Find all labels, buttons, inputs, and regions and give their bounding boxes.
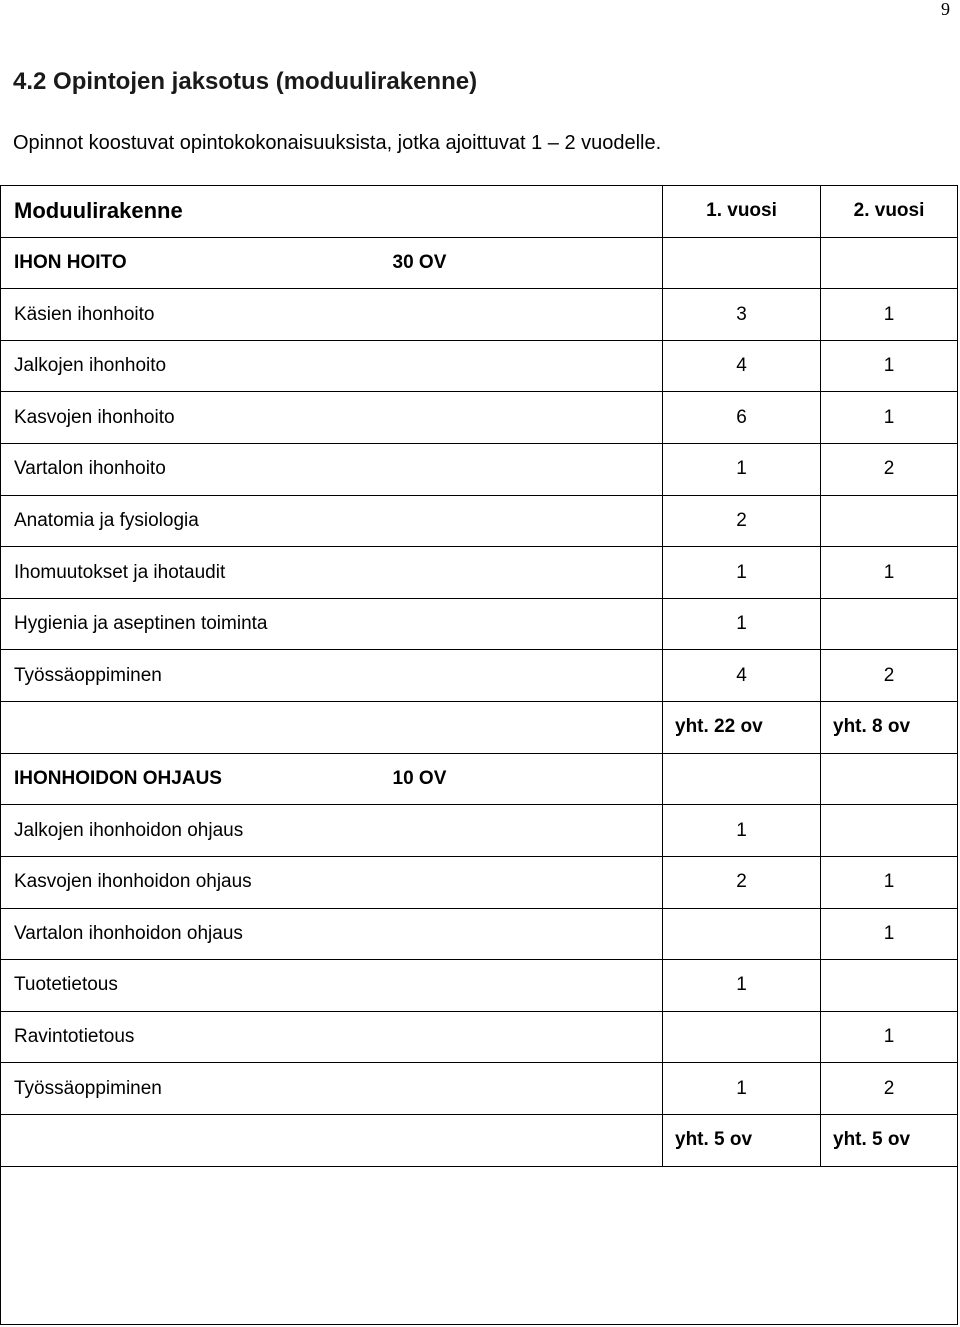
year2-value [821,598,958,650]
table-row [1,856,958,908]
course-name: Anatomia ja fysiologia [1,495,393,547]
intro-text: Opinnot koostuvat opintokokonaisuuksista, jotka ajoittuvat 1 – 2 vuodelle. [13,132,662,154]
year2-value: 2 [821,650,958,702]
table-row [1,960,958,1012]
course-name: Ihomuutokset ja ihotaudit [1,547,393,599]
year2-value: 1 [821,547,958,599]
year1-value: 3 [663,289,821,341]
module-structure-table [0,185,958,1325]
table-row [1,547,958,599]
year1-value: 2 [663,856,821,908]
table-row [1,444,958,496]
year1-value: 4 [663,650,821,702]
course-name: Jalkojen ihonhoito [1,340,393,392]
table-row [1,805,958,857]
section-ov: 30 OV [393,237,663,289]
year1-value [663,1011,821,1063]
year1-value: 2 [663,495,821,547]
col-header-year2: 2. vuosi [821,186,958,238]
year1-value: 6 [663,392,821,444]
table-row [1,598,958,650]
total-year2: yht. 5 ov [833,1129,911,1151]
course-name: Kasvojen ihonhoidon ohjaus [1,856,393,908]
year2-value: 1 [821,856,958,908]
year2-value [821,805,958,857]
table-row [1,289,958,341]
course-name: Tuotetietous [1,960,393,1012]
total-row [1,1114,958,1166]
col-header-year1: 1. vuosi [663,186,821,238]
year2-value: 2 [821,1063,958,1115]
table-row [1,495,958,547]
year1-value: 1 [663,444,821,496]
table-row [1,908,958,960]
year2-value: 1 [821,392,958,444]
total-year1: yht. 5 ov [675,1129,753,1151]
year2-value: 1 [821,289,958,341]
table-row [1,1063,958,1115]
course-name: Käsien ihonhoito [1,289,393,341]
page-number: 9 [941,0,950,19]
table-row [1,650,958,702]
year1-value [663,908,821,960]
course-name: Jalkojen ihonhoidon ohjaus [1,805,393,857]
year1-value: 1 [663,1063,821,1115]
year2-value: 2 [821,444,958,496]
table-header-row [1,186,958,238]
table-row [1,392,958,444]
section-ov: 10 OV [393,753,663,805]
total-year2: yht. 8 ov [833,716,911,738]
course-name: Vartalon ihonhoidon ohjaus [1,908,393,960]
total-row [1,702,958,754]
year1-value: 1 [663,598,821,650]
section-header-row [1,753,958,805]
year1-value: 1 [663,805,821,857]
year1-value: 4 [663,340,821,392]
table-title: Moduulirakenne [1,186,393,238]
year1-value: 1 [663,547,821,599]
course-name: Vartalon ihonhoito [1,444,393,496]
year2-value: 1 [821,340,958,392]
course-name: Kasvojen ihonhoito [1,392,393,444]
empty-row [1,1166,958,1324]
table-row [1,340,958,392]
total-year1: yht. 22 ov [675,716,763,738]
section-name: IHONHOIDON OHJAUS [1,753,393,805]
year2-value [821,495,958,547]
course-name: Työssäoppiminen [1,650,393,702]
year2-value: 1 [821,1011,958,1063]
section-name: IHON HOITO [1,237,393,289]
year2-value [821,960,958,1012]
year2-value: 1 [821,908,958,960]
course-name: Ravintotietous [1,1011,393,1063]
course-name: Hygienia ja aseptinen toiminta [1,598,393,650]
year1-value: 1 [663,960,821,1012]
section-header-row [1,237,958,289]
section-heading: 4.2 Opintojen jaksotus (moduulirakenne) [13,68,478,95]
course-name: Työssäoppiminen [1,1063,393,1115]
table-row [1,1011,958,1063]
